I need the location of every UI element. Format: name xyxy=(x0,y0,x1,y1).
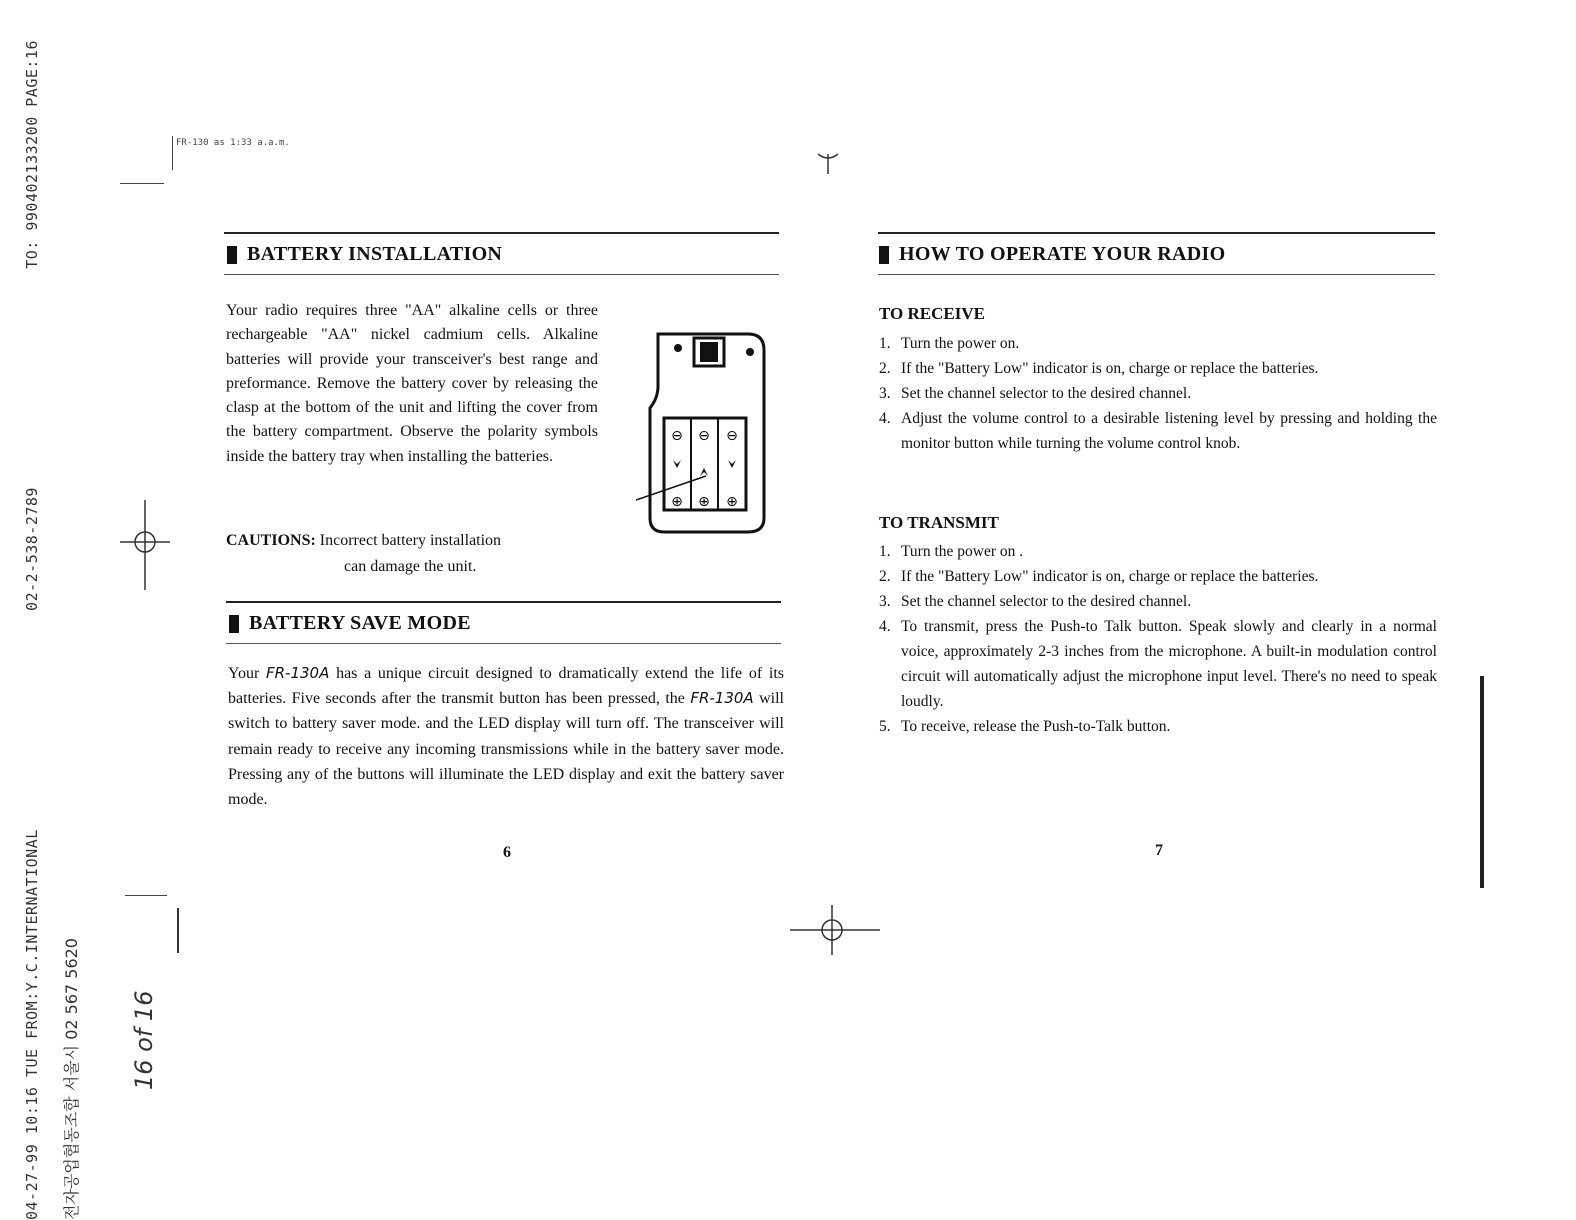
step-number: 5. xyxy=(879,718,891,735)
fax-header-mid: 02-2-538-2789 xyxy=(23,487,41,611)
step-number: 2. xyxy=(879,568,891,585)
step-item xyxy=(879,356,1437,381)
receive-steps-list xyxy=(879,331,1437,456)
step-item xyxy=(879,714,1437,739)
crop-mark-top-left xyxy=(120,183,164,184)
step-text: Turn the power on . xyxy=(901,543,1024,560)
right-heading-underline xyxy=(878,274,1435,275)
step-text: Turn the power on. xyxy=(901,335,1020,352)
battery-plus-2: ⊕ xyxy=(698,494,710,510)
operate-radio-heading xyxy=(879,243,1225,266)
caution-text-1: Incorrect battery installation xyxy=(319,532,502,549)
battery-compartment-illustration xyxy=(636,328,772,536)
step-text: To transmit, press the Push-to Talk button. Speak slowly and clearly in a normal voice, approximately 2-3 inches from the microphone. A built-in modulation control circuit will automatically adjust the microphone input level. There's no need to speak loudly. xyxy=(901,618,1437,710)
step-item xyxy=(879,564,1437,589)
battery-installation-paragraph: Your radio requires three "AA" alkaline cells or three rechargeable "AA" nickel cadmium cells. Alkaline batteries will provide your transceiver's best range and preformance. Remove the battery cover by releasing the clasp at the bottom of the unit and lifting the cover from the battery compartment. Observe the polarity symbols inside the battery tray when installing the batteries. xyxy=(226,302,598,465)
step-text: Adjust the volume control to a desirable listening level by pressing and holding the monitor button while turning the volume control knob. xyxy=(901,410,1437,452)
transmit-steps-list xyxy=(879,539,1437,739)
step-number: 4. xyxy=(879,618,891,635)
step-number: 4. xyxy=(879,410,891,427)
operate-radio-title: HOW TO OPERATE YOUR RADIO xyxy=(899,243,1226,265)
step-item xyxy=(879,589,1437,614)
battery-installation-heading xyxy=(227,243,502,266)
crop-mark-bottom-left xyxy=(125,895,167,896)
save-mode-text-2: has a unique circuit designed to dramatically extend the life of its batteries. Five seconds after the transmit button has been pressed, the xyxy=(228,665,784,708)
fax-header-left: 04-27-99 10:16 TUE FROM:Y.C.INTERNATIONAL xyxy=(23,829,41,1220)
caution-block xyxy=(226,528,606,580)
registration-mark-top xyxy=(815,148,841,174)
to-transmit-title: TO TRANSMIT xyxy=(879,513,999,532)
caution-label: CAUTIONS: xyxy=(226,532,316,549)
step-number: 2. xyxy=(879,360,891,377)
crop-mark-bottom-vertical xyxy=(177,908,179,953)
left-top-rule xyxy=(224,232,779,234)
step-text: If the "Battery Low" indicator is on, charge or replace the batteries. xyxy=(901,568,1319,585)
handwritten-page-count: 16 of 16 xyxy=(130,990,158,1090)
top-mark-text: FR-130 as 1:33 a.a.m. xyxy=(176,138,290,148)
fax-header-korean-strip xyxy=(57,40,83,1220)
step-item xyxy=(879,539,1437,564)
to-receive-title: TO RECEIVE xyxy=(879,304,985,323)
step-number: 1. xyxy=(879,335,891,352)
registration-mark-bottom xyxy=(790,905,880,955)
step-item xyxy=(879,614,1437,714)
battery-save-mode-heading xyxy=(229,612,471,635)
save-mode-top-rule xyxy=(226,601,781,603)
model-name-handwritten-2: FR-130A xyxy=(690,689,754,708)
top-tick xyxy=(172,136,173,170)
step-text: If the "Battery Low" indicator is on, charge or replace the batteries. xyxy=(901,360,1319,377)
right-edge-bar xyxy=(1480,676,1484,888)
step-text: Set the channel selector to the desired channel. xyxy=(901,593,1192,610)
step-number: 3. xyxy=(879,593,891,610)
fax-header-korean: 전자공업협동조합 서울시 02 567 5620 xyxy=(61,938,81,1220)
fax-header-strip xyxy=(19,40,45,1220)
step-text: Set the channel selector to the desired channel. xyxy=(901,385,1192,402)
battery-save-mode-paragraph xyxy=(228,661,784,812)
heading-bullet-icon xyxy=(229,615,239,633)
battery-plus-1: ⊕ xyxy=(671,494,683,510)
right-top-rule xyxy=(878,232,1435,234)
step-number: 1. xyxy=(879,543,891,560)
battery-minus-3: ⊖ xyxy=(726,428,738,444)
page-number-right: 7 xyxy=(1155,842,1163,859)
battery-plus-3: ⊕ xyxy=(726,494,738,510)
battery-installation-title: BATTERY INSTALLATION xyxy=(247,243,503,265)
step-text: To receive, release the Push-to-Talk button. xyxy=(901,718,1171,735)
step-item xyxy=(879,331,1437,356)
caution-text-2: can damage the unit. xyxy=(344,558,477,575)
page-number-left: 6 xyxy=(503,844,511,861)
step-number: 3. xyxy=(879,385,891,402)
battery-save-mode-title: BATTERY SAVE MODE xyxy=(249,612,471,634)
step-item xyxy=(879,381,1437,406)
battery-minus-1: ⊖ xyxy=(671,428,683,444)
save-mode-heading-underline xyxy=(226,643,781,644)
step-item xyxy=(879,406,1437,456)
left-heading-underline xyxy=(224,274,779,275)
battery-minus-2: ⊖ xyxy=(698,428,710,444)
heading-bullet-icon xyxy=(879,246,889,264)
fax-header-right: TO: 990402133200 PAGE:16 xyxy=(23,40,41,269)
registration-mark-left xyxy=(120,500,170,590)
model-name-handwritten-1: FR-130A xyxy=(266,664,330,682)
save-mode-text-1: Your xyxy=(228,665,266,682)
save-mode-text-3: will switch to battery saver mode. and the LED display will turn off. The transceiver will remain ready to receive any incoming transmissions while in the battery saver mode. Pressing any of the buttons will illuminate the LED display and exit the battery saver mode. xyxy=(228,690,784,809)
heading-bullet-icon xyxy=(227,246,237,264)
